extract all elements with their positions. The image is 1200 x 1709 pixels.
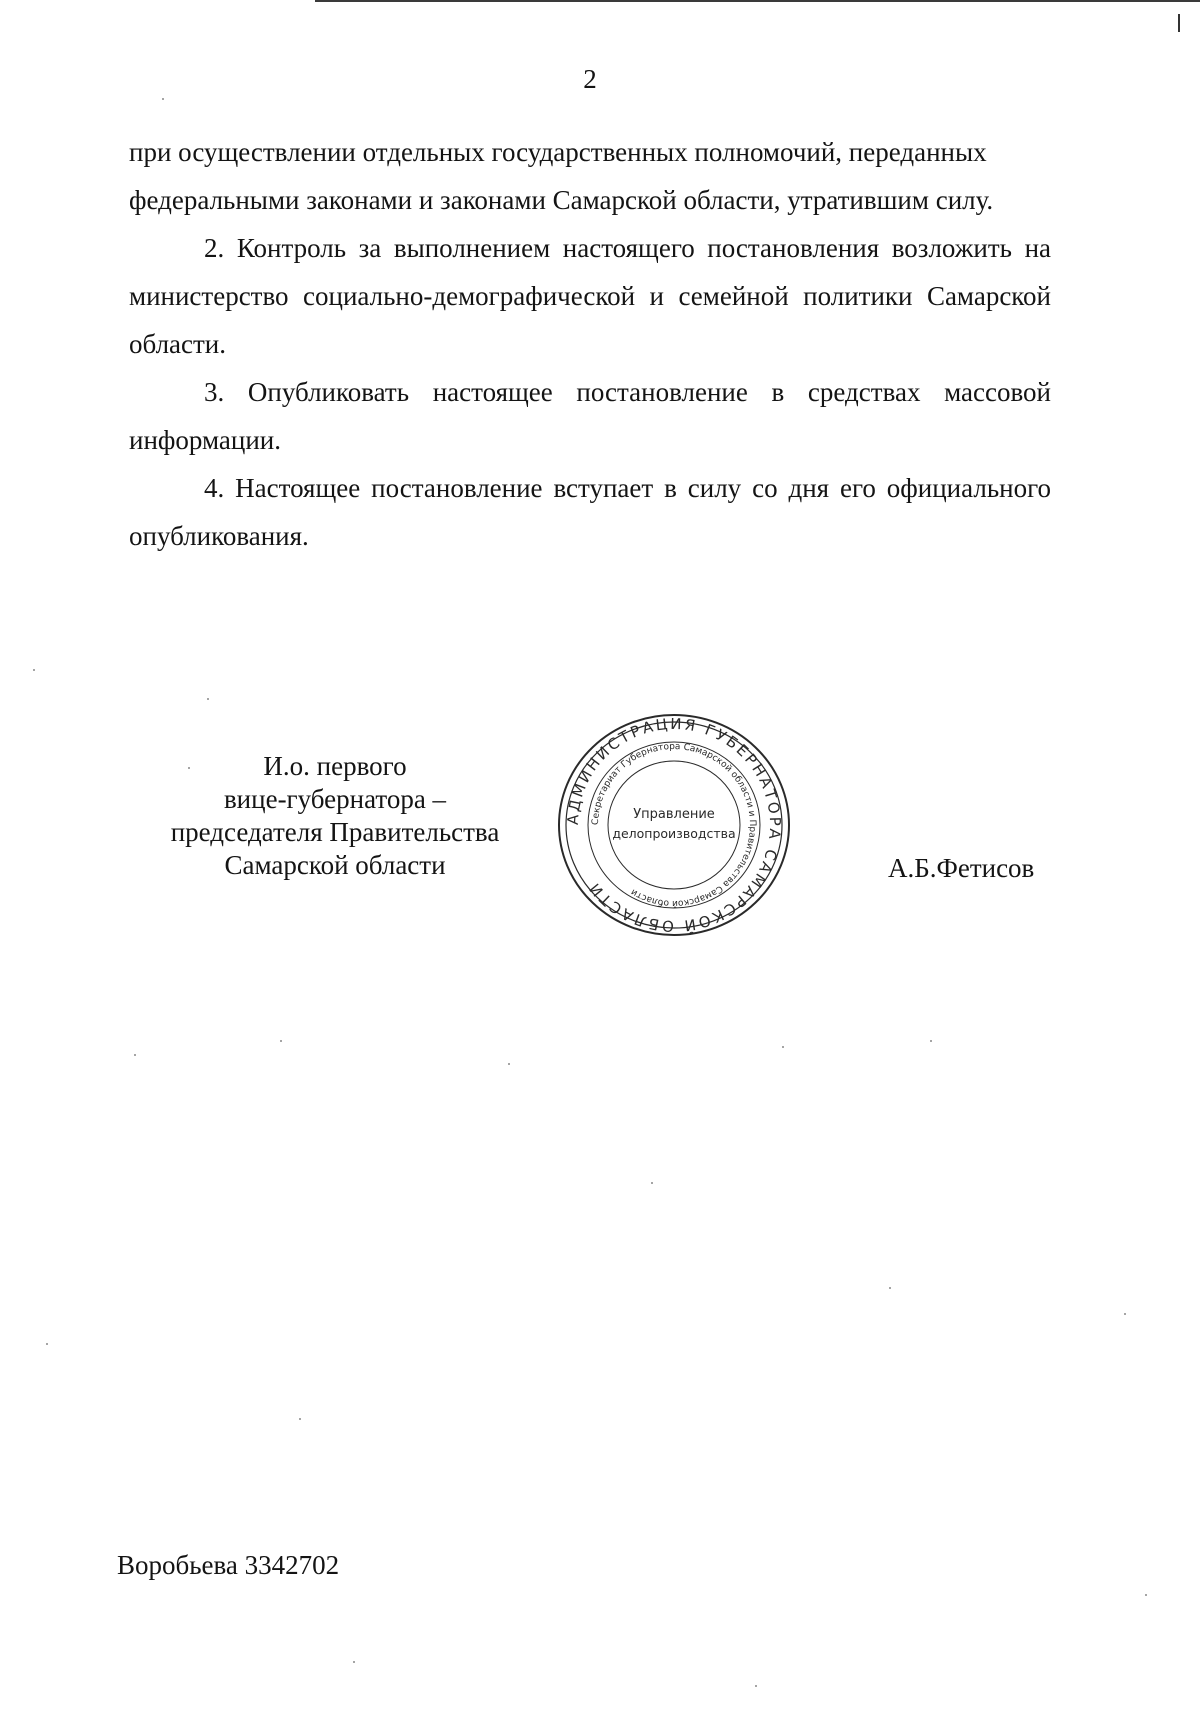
paragraph-item-4: 4. Настоящее постановление вступает в силу со дня его официального опубликования.	[129, 473, 1051, 551]
scan-speck	[1145, 1594, 1147, 1596]
scan-speck	[755, 1685, 757, 1687]
stamp-center-line: делопроизводства	[612, 826, 736, 841]
scan-speck	[782, 1046, 784, 1048]
signatory-position-line: Самарской области	[224, 850, 446, 880]
paragraph-item-2: 2. Контроль за выполнением настоящего постановления возложить на министерство социально-демографической и семейной политики Самарской области.	[129, 233, 1051, 359]
scan-speck	[889, 1287, 891, 1289]
scan-speck	[134, 1054, 136, 1056]
scan-speck	[1124, 1313, 1126, 1315]
top-scan-edge	[315, 0, 1200, 2]
official-stamp	[556, 712, 792, 938]
scan-speck	[33, 669, 35, 671]
scan-speck	[162, 98, 164, 100]
stamp-middle-text: Секретариат Губернатора Самарской области и Правительства Самарской области	[590, 741, 758, 909]
signatory-position-line: председателя Правительства	[170, 817, 500, 847]
signatory-position	[150, 750, 520, 882]
scan-speck	[46, 1343, 48, 1345]
scan-speck	[930, 1040, 932, 1042]
page-number: 2	[583, 64, 597, 94]
scan-speck	[353, 1661, 355, 1663]
signatory-name: А.Б.Фетисов	[888, 853, 1035, 883]
scan-speck	[280, 1040, 282, 1042]
stamp-outer-text: АДМИНИСТРАЦИЯ ГУБЕРНАТОРА САМАРСКОЙ ОБЛАСТИ	[563, 714, 785, 936]
scan-speck	[188, 767, 190, 769]
scan-speck	[207, 698, 209, 700]
scan-speck	[508, 1063, 510, 1065]
signatory-position-line: И.о. первого	[263, 751, 407, 781]
document-body	[129, 128, 1051, 560]
scan-speck	[299, 1418, 301, 1420]
paragraph-continuation: при осуществлении отдельных государственных полномочий, переданных федеральными законами и законами Самарской области, утратившим силу.	[129, 137, 994, 215]
scan-speck	[651, 1182, 653, 1184]
paragraph-item-3: 3. Опубликовать настоящее постановление в средствах массовой информации.	[129, 377, 1051, 455]
signatory-position-line: вице-губернатора –	[223, 784, 447, 814]
stamp-center-line: Управление	[633, 807, 715, 822]
scan-mark	[1178, 14, 1180, 32]
executor-contact: Воробьева 3342702	[117, 1550, 340, 1580]
